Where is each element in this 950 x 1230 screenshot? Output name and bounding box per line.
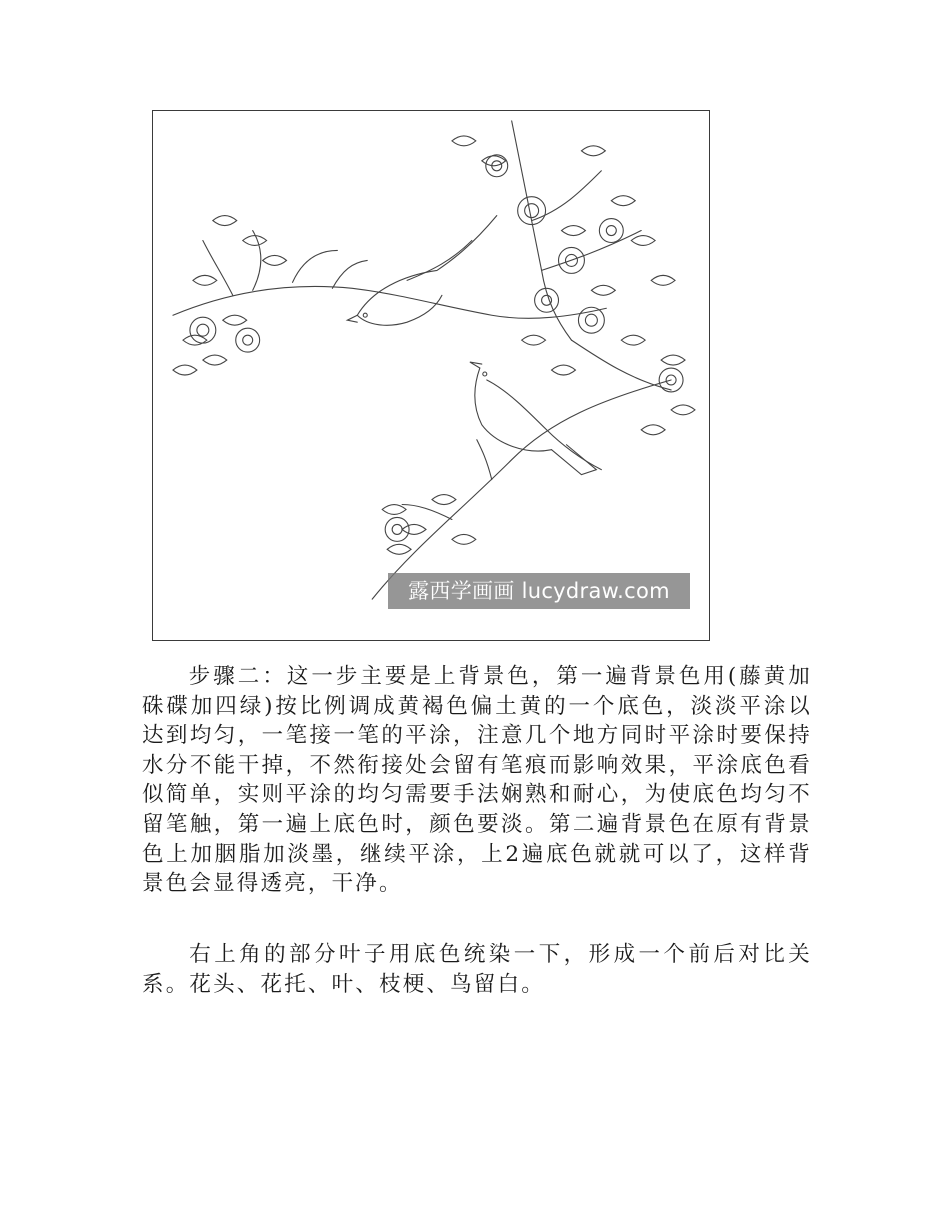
leaves-left <box>173 216 287 375</box>
bird-upper-body <box>357 216 496 316</box>
illustration-figure <box>152 110 710 641</box>
branch-twig-1 <box>293 250 338 282</box>
paragraph-2-text: 右上角的部分叶子用底色统染一下，形成一个前后对比关系。花头、花托、叶、枝梗、鸟留白。 <box>142 942 812 997</box>
paragraph-1-text: 步骤二：这一步主要是上背景色，第一遍背景色用(藤黄加硃碟加四绿)按比例调成黄褐色偏土黄的一个底色，淡淡平涂以达到均匀，一笔接一笔的平涂，注意几个地方同时平涂时要保持水分不能干掉，不然衔接处会留有笔痕而影响效果，平涂底色看似简单，实则平涂的均匀需要手法娴熟和耐心，为使底色均匀不留笔触，第一遍上底色时，颜色要淡。第二遍背景色在原有背景色上加胭脂加淡墨，继续平涂，上2遍底色就就可以了，这样背景色会显得透亮，干净。 <box>142 664 812 897</box>
leaves-upper-right <box>452 136 695 435</box>
watermark: 露西学画画 lucydraw.com <box>388 573 690 609</box>
branch-lower <box>372 380 671 599</box>
flowers <box>190 155 683 542</box>
paragraph-leaf-shading <box>142 940 812 999</box>
bird-and-flower-line-drawing <box>153 111 709 640</box>
branch-main <box>173 286 606 318</box>
paragraph-step-two <box>142 662 812 899</box>
bird-lower-body <box>475 368 552 451</box>
